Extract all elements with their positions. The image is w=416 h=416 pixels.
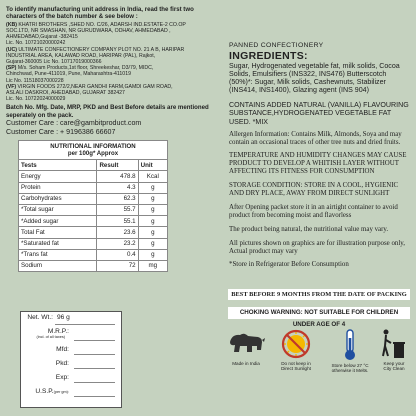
nutrition-value: 55.7 [97,205,138,216]
natural-note: The product being natural, the nutritional value may vary. [229,225,389,233]
nutrition-row [19,238,168,249]
nutrition-value: 72 [97,260,138,271]
manufacturer-text: AHMEDABAD,Gujarat -382415 [6,34,78,41]
manufacturer-text: KHATRI BROTHERS ,SHED NO. C/26, ADARSH IND.ESTATE-2 CO.OP [18,21,186,28]
price-weight-box [20,311,122,408]
net-weight-value: 96 g [57,314,70,321]
keep-clean-label-1: Keep your [383,361,405,367]
manufacturer-text: INDUSTRIAL AREA, KALAWAD ROAD, HARIPAR (PAL), Rajkot, [6,52,156,59]
store-below-label-1: Store below 27 °C [331,363,369,369]
nutrition-unit: g [138,205,167,216]
nutrition-unit: g [138,249,167,260]
nutrition-value: 55.1 [97,216,138,227]
divider [74,382,115,383]
keep-clean [374,328,414,372]
mrp-label: M.R.P.: [47,328,69,335]
nutrition-row [19,249,168,260]
manufacturer-code: (KB) [6,21,17,28]
nutrition-unit: g [138,216,167,227]
temperature-warning: TEMPERATURE AND HUMIDITY CHANGES MAY CAUSE PRODUCT TO DEVELOP A WHITISH LAYER WITHOUT AFFECTING ITS FITNESS FOR CONSUMPTION [229,152,407,176]
nutrition-title: NUTRITIONAL INFORMATION per 100g* Approx [19,141,168,160]
pictures-disclaimer: All pictures shown on graphics are for illustration purpose only, Actual product may vary [229,239,405,255]
mfd-label: Mfd: [56,346,69,353]
nutrition-name: Total Fat [19,227,97,238]
nutrition-unit: g [138,193,167,204]
storage-condition: STORAGE CONDITION: STORE IN A COOL, HYGIENIC AND DRY PLACE, AWAY FROM DIRECT SUNLIGHT [229,182,399,198]
store-below [326,328,374,374]
manufacturer-text: SOC.LTD, NR SMASHAN, NR GURUDWARA, ODHAV, AHMEDABAD , [6,28,171,35]
nutrition-rows [19,171,168,272]
nutrition-header: Tests [19,160,97,171]
mrp-sub: (incl. of all taxes) [36,335,65,339]
nutrition-row [19,205,168,216]
manufacturer-text: M/s. Soham Products,1st floor, Shreekeshar, D3/79, MIDC, [17,65,154,72]
no-sunlight-icon [280,328,312,360]
manufacturer-code: (VF) [6,83,17,90]
nutrition-row [19,193,168,204]
usp-label: U.S.P.(per gm): [35,388,69,395]
flavour-statement: CONTAINS ADDED NATURAL (VANILLA) FLAVOURING SUBSTANCE,HYDROGENATED VEGETABLE FAT USED. *MIX [229,101,409,126]
nutrition-value: 23.6 [97,227,138,238]
divider [55,324,115,325]
customer-care-phone: Customer Care : + 9196386 66607 [6,128,116,137]
nutrition-name: Carbohydrates [19,193,97,204]
lion-icon [226,330,266,360]
nutrition-row [19,171,168,182]
right-column [229,42,409,268]
nutrition-value: 23.2 [97,238,138,249]
made-in-india [224,330,268,366]
store-below-label-2: otherwise it Melts. [331,368,369,374]
nutrition-name: Energy [19,171,97,182]
nutrition-name: Protein [19,182,97,193]
made-in-india-label: Made in India [232,361,260,367]
keep-clean-label-2: City Clean [383,366,405,372]
ingredients-heading: INGREDIENTS: [229,50,308,62]
exp-label: Exp: [55,374,69,381]
manufacturer-text: Lic No. 11518037000228 [6,77,64,84]
nutrition-header: Result [97,160,138,171]
manufacturer-list [6,22,216,103]
nutrition-row [19,182,168,193]
nutrition-name: *Total sugar [19,205,97,216]
no-sunlight-label-1: Do not keep in [281,361,311,367]
nutrition-row [19,227,168,238]
manufacturer-text: Lic. No. 10722024000029 [6,96,66,103]
net-weight-label: Net. Wt.: [27,314,53,321]
nutrition-unit: g [138,238,167,249]
product-category: PANNED CONFECTIONERY [229,42,324,49]
no-sunlight-label-2: Direct Sunlight [281,366,311,372]
divider [74,368,115,369]
nutrition-unit: mg [138,260,167,271]
nutrition-name: *Trans fat [19,249,97,260]
nutrition-row [19,260,168,271]
manufacturer-text: Lic. No. 10721020000242 [6,40,66,47]
manufacturer-text: Gujarat-360005 Lic No. 10717019000366 [6,59,102,66]
manufacturer-code: (UC) [6,46,17,53]
nutrition-row [19,216,168,227]
icon-row [222,328,416,408]
no-sunlight [272,328,320,372]
manufacturer-text: ULTIMATE CONFECTIONERY COMPANY PLOT NO. 21 A B, HARIPAR [18,46,185,53]
ingredients-text: Sugar, Hydrogenated vegetable fat, milk solids, Cocoa Solids, Emulsifiers (INS322, INS476) Butterscotch (50%)*: Sugar, Milk solids, Cashewnuts, Stabilizer (INS414, INS1400), Glazing agent (INS 904) [229,62,400,95]
nutrition-unit: Kcal [138,171,167,182]
pkd-label: Pkd: [55,360,69,367]
left-column [6,6,216,272]
manufacturer-line [6,96,216,102]
batch-note: Batch No. Mfg. Date, MRP, PKD and Best Before details are mentioned seperately on the pack. [6,104,209,119]
nutrition-value: 0.4 [97,249,138,260]
nutrition-name: *Saturated fat [19,238,97,249]
after-opening: After Opening packet store it in an airtight container to avoid product from becoming moist and flavorless [229,204,398,219]
nutrition-table [18,140,168,272]
nutrition-unit: g [138,182,167,193]
refrigerator-note: *Store in Refrigerator Before Consumption [229,260,349,268]
mfg-intro: To identify manufacturing unit address in India, read the first two characters of the batch number & see below : [6,6,194,21]
divider [74,340,115,341]
divider [74,354,115,355]
best-before-banner: BEST BEFORE 9 MONTHS FROM THE DATE OF PACKING [228,289,410,300]
choking-warning: CHOKING WARNING: NOT SUITABLE FOR CHILDREN UNDER AGE OF 4 [228,307,410,319]
allergen-info: Allergen Information: Contains Milk, Almonds, Soya and may contain an occasional traces of other tree nuts and dried fruits. [229,130,402,146]
nutrition-value: 478.8 [97,171,138,182]
nutrition-unit: g [138,227,167,238]
dustbin-icon [380,328,408,360]
nutrition-value: 4.3 [97,182,138,193]
manufacturer-text: VIRGIN FOODS 272/2,NEAR GANDHI FARM,GAMDI GAM ROAD, [17,83,173,90]
nutrition-header-row [19,160,168,171]
manufacturer-code: (SP) [6,65,17,72]
thermometer-icon [340,328,360,362]
nutrition-name: Sodium [19,260,97,271]
manufacturer-text: Chinchwad, Pune-411019, Pune, Maharashtra-411019 [6,71,131,78]
nutrition-name: *Added sugar [19,216,97,227]
customer-care-email: Customer Care : care@gambitproduct.com [6,119,142,128]
divider [74,396,115,397]
nutrition-header: Unit [138,160,167,171]
nutrition-value: 62.3 [97,193,138,204]
manufacturer-text: ASLALI DASKROI, AHEDABAD, GUJARAT 382427 [6,90,125,97]
